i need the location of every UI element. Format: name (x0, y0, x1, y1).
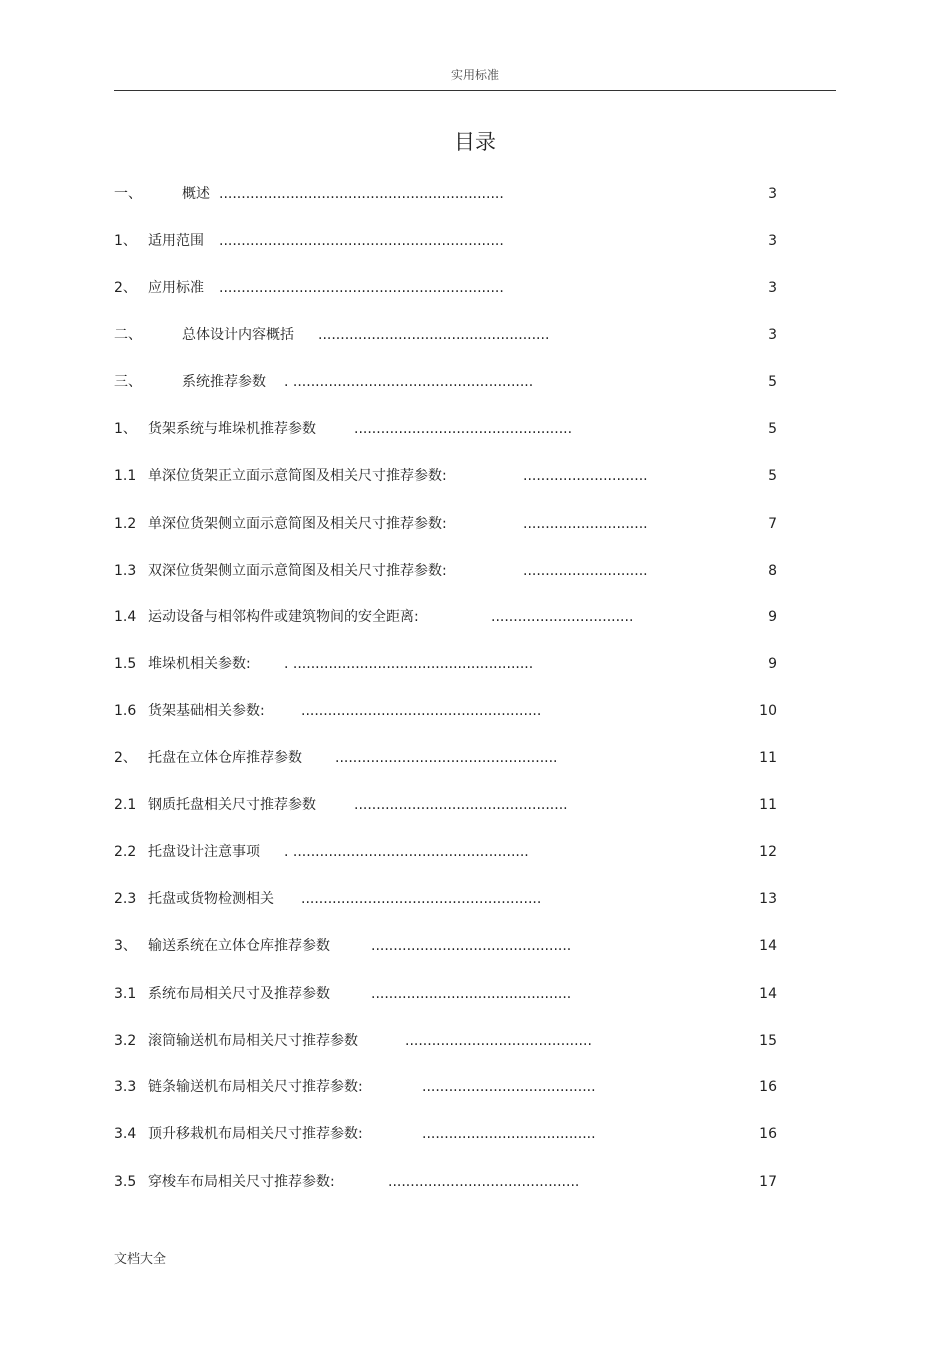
toc-entry-title: 系统布局相关尺寸及推荐参数 (148, 986, 330, 1002)
toc-entry-leader: . ...................................................... (284, 656, 534, 672)
toc-entry-title: 钢质托盘相关尺寸推荐参数 (148, 797, 316, 813)
toc-entry-leader: ............................................. (371, 986, 572, 1002)
toc-entry[interactable] (114, 654, 784, 674)
toc-entry-leader: ............................ (523, 468, 648, 484)
toc-entry-number: 3.4 (114, 1126, 137, 1142)
toc-entry-leader: .......................................... (405, 1033, 592, 1049)
toc-entry-number: 1.5 (114, 656, 137, 672)
toc-entry-leader: ................................ (491, 609, 634, 625)
toc-entry[interactable] (114, 466, 784, 486)
toc-entry-page: 12 (759, 844, 777, 860)
toc-entry-page: 9 (768, 656, 777, 672)
toc-entry[interactable] (114, 184, 784, 204)
toc-entry-page: 17 (759, 1174, 777, 1190)
toc-entry-leader: ............................ (523, 563, 648, 579)
toc-entry[interactable] (114, 1031, 784, 1051)
toc-entry-leader: ............................................. (371, 938, 572, 954)
toc-entry-number: 1、 (114, 421, 137, 437)
toc-entry-leader: ................................................................ (219, 280, 504, 296)
toc-entry-leader: ...................................................... (301, 703, 542, 719)
toc-entry-title: 托盘在立体仓库推荐参数 (148, 750, 302, 766)
toc-entry-page: 14 (759, 938, 777, 954)
toc-entry-page: 10 (759, 703, 777, 719)
toc-entry-page: 11 (759, 797, 777, 813)
toc-entry-number: 3.2 (114, 1033, 137, 1049)
toc-entry-leader: ................................................ (354, 797, 568, 813)
toc-entry[interactable] (114, 842, 784, 862)
toc-entry[interactable] (114, 701, 784, 721)
toc-entry-page: 3 (768, 233, 777, 249)
toc-entry-number: 1、 (114, 233, 137, 249)
toc-entry-title: 概述 (182, 186, 210, 202)
toc-entry-number: 1.3 (114, 563, 137, 579)
toc-entry-page: 5 (768, 468, 777, 484)
toc-entry[interactable] (114, 748, 784, 768)
toc-entry[interactable] (114, 795, 784, 815)
toc-entry[interactable] (114, 936, 784, 956)
toc-entry-page: 13 (759, 891, 777, 907)
toc-entry[interactable] (114, 419, 784, 439)
toc-entry-title: 货架系统与堆垛机推荐参数 (148, 421, 316, 437)
toc-entry-title: 单深位货架侧立面示意简图及相关尺寸推荐参数: (148, 516, 447, 532)
toc-entry-page: 3 (768, 280, 777, 296)
toc-entry-page: 5 (768, 421, 777, 437)
toc-entry[interactable] (114, 1172, 784, 1192)
toc-entry-number: 1.1 (114, 468, 137, 484)
toc-entry-page: 5 (768, 374, 777, 390)
toc-entry-page: 11 (759, 750, 777, 766)
toc-entry-leader: .................................................. (335, 750, 558, 766)
page-title: 目录 (454, 130, 496, 154)
toc-entry[interactable] (114, 325, 784, 345)
toc-entry-title: 单深位货架正立面示意简图及相关尺寸推荐参数: (148, 468, 447, 484)
toc-entry[interactable] (114, 889, 784, 909)
toc-entry-title: 双深位货架侧立面示意简图及相关尺寸推荐参数: (148, 563, 447, 579)
toc-entry[interactable] (114, 231, 784, 251)
toc-entry-number: 2.3 (114, 891, 137, 907)
toc-entry-leader: ................................................................ (219, 233, 504, 249)
toc-entry-title: 托盘设计注意事项 (148, 844, 260, 860)
toc-entry-number: 1.6 (114, 703, 137, 719)
toc-entry[interactable] (114, 984, 784, 1004)
toc-entry-title: 顶升移栽机布局相关尺寸推荐参数: (148, 1126, 363, 1142)
toc-entry-page: 7 (768, 516, 777, 532)
toc-entry-number: 二、 (114, 327, 142, 343)
toc-entry-number: 1.2 (114, 516, 137, 532)
toc-entry-page: 3 (768, 186, 777, 202)
toc-entry[interactable] (114, 372, 784, 392)
toc-entry-title: 穿梭车布局相关尺寸推荐参数: (148, 1174, 335, 1190)
toc-entry-leader: ................................................................ (219, 186, 504, 202)
toc-entry[interactable] (114, 514, 784, 534)
toc-entry-leader: . ...................................................... (284, 374, 534, 390)
toc-entry[interactable] (114, 561, 784, 581)
toc-entry-leader: ........................................... (388, 1174, 580, 1190)
toc-entry-title: 总体设计内容概括 (182, 327, 294, 343)
toc-entry-number: 2、 (114, 750, 137, 766)
toc-entry-number: 3.5 (114, 1174, 137, 1190)
toc-entry-page: 9 (768, 609, 777, 625)
toc-entry-page: 15 (759, 1033, 777, 1049)
toc-entry-title: 输送系统在立体仓库推荐参数 (148, 938, 330, 954)
toc-entry-leader: ............................ (523, 516, 648, 532)
toc-entry-number: 3.3 (114, 1079, 137, 1095)
toc-entry[interactable] (114, 278, 784, 298)
toc-entry-number: 2、 (114, 280, 137, 296)
toc-entry-leader: . ..................................................... (284, 844, 529, 860)
toc-entry-number: 1.4 (114, 609, 137, 625)
toc-entry-number: 3.1 (114, 986, 137, 1002)
toc-entry-number: 2.1 (114, 797, 137, 813)
toc-entry-page: 8 (768, 563, 777, 579)
toc-entry-page: 14 (759, 986, 777, 1002)
toc-entry[interactable] (114, 607, 784, 627)
toc-entry[interactable] (114, 1077, 784, 1097)
toc-entry-page: 16 (759, 1126, 777, 1142)
toc-entry-title: 适用范围 (148, 233, 204, 249)
toc-entry-leader: ...................................................... (301, 891, 542, 907)
toc-entry-title: 运动设备与相邻构件或建筑物间的安全距离: (148, 609, 419, 625)
toc-entry-title: 应用标准 (148, 280, 204, 296)
toc-entry-title: 货架基础相关参数: (148, 703, 265, 719)
toc-entry-leader: ....................................... (422, 1079, 596, 1095)
page-header: 实用标准 (450, 68, 499, 82)
toc-entry-leader: .................................................... (318, 327, 550, 343)
toc-entry[interactable] (114, 1124, 784, 1144)
toc-entry-leader: ....................................... (422, 1126, 596, 1142)
toc-entry-number: 一、 (114, 186, 142, 202)
toc-entry-title: 滚筒输送机布局相关尺寸推荐参数 (148, 1033, 358, 1049)
page-footer: 文档大全 (114, 1252, 167, 1267)
toc-entry-number: 2.2 (114, 844, 137, 860)
toc-entry-page: 16 (759, 1079, 777, 1095)
toc-entry-number: 三、 (114, 374, 142, 390)
toc-entry-title: 托盘或货物检测相关 (148, 891, 274, 907)
toc-entry-page: 3 (768, 327, 777, 343)
toc-entry-leader: ................................................. (354, 421, 573, 437)
toc-entry-number: 3、 (114, 938, 137, 954)
toc-entry-title: 系统推荐参数 (182, 374, 266, 390)
toc-entry-title: 堆垛机相关参数: (148, 656, 251, 672)
toc-entry-title: 链条输送机布局相关尺寸推荐参数: (148, 1079, 363, 1095)
